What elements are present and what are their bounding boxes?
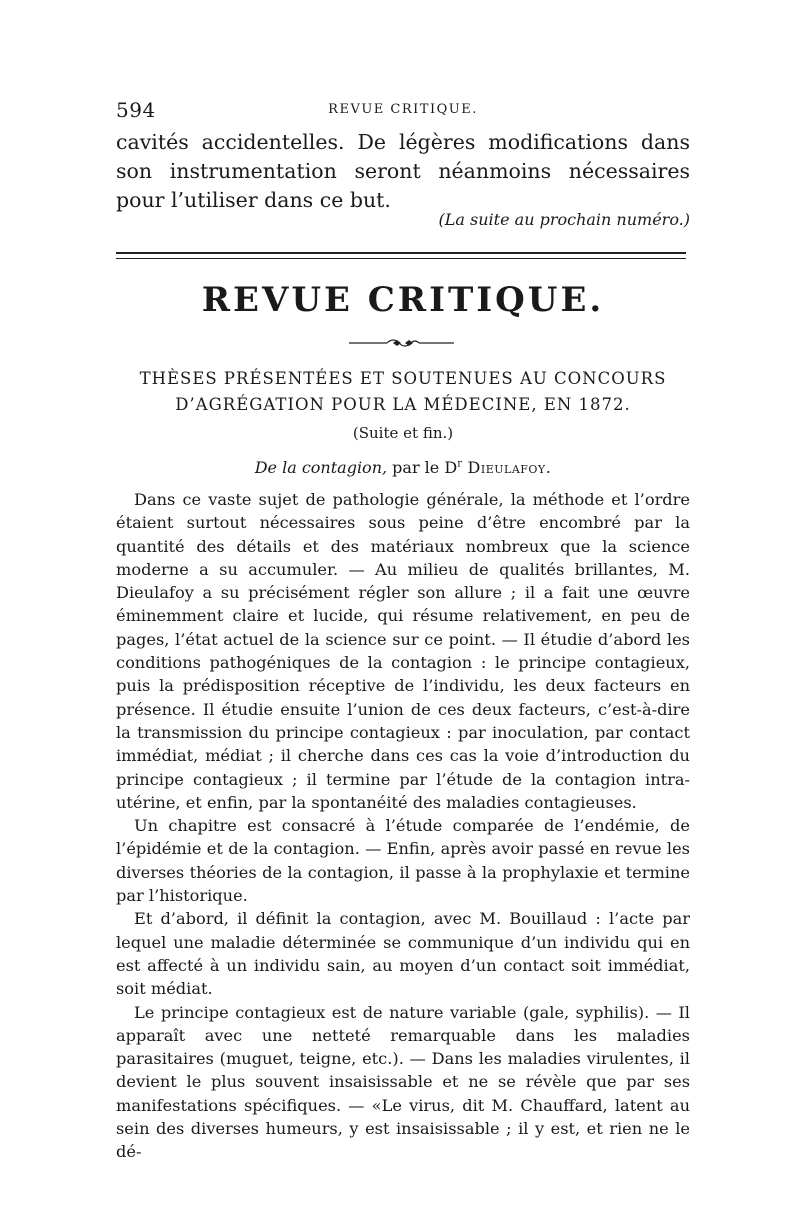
fleuron-ornament-icon: [349, 336, 454, 350]
continued-paragraph: cavités accidentelles. De légères modifications dans son instrumentation seront néanmoins nécessaires pour l’utiliser dans ce but.: [116, 130, 690, 212]
article-subheading: THÈSES PRÉSENTÉES ET SOUTENUES AU CONCOURS D’AGRÉGATION POUR LA MÉDECINE, EN 1872.: [139, 369, 667, 414]
paragraph: Dans ce vaste sujet de pathologie générale, la méthode et l’ordre étaient surtout nécessaires sous peine d’être encombré par la quantité des détails et des matériaux nombreux que la science moderne a su accumuler. — Au milieu de qualités brillantes, M. Dieulafoy a su précisément régler son allure ; il a fait une œuvre éminemment claire et lucide, qui résume relativement, en peu de pages, l’état actuel de la science sur ce point. — Il étudie d’abord les conditions pathogéniques de la contagion : le principe contagieux, puis la prédisposition réceptive de l’individu, les deux facteurs en présence. Il étudie ensuite l’union de ces deux facteurs, c’est-à-dire la transmission du principe contagieux : par inoculation, par contact immédiat, médiat ; il cherche dans ces cas la voie d’introduction du principe contagieux ; il termine par l’étude de la contagion intra-utérine, et enfin, par la spontanéité des maladies contagieuses.: [116, 490, 690, 812]
section-divider-thin: [116, 258, 686, 259]
author-name: Dieulafoy.: [461, 458, 552, 477]
running-head: [116, 98, 690, 122]
work-title: De la contagion,: [254, 458, 388, 477]
page-number: 594: [116, 98, 156, 122]
byline-superscript: r: [457, 458, 462, 470]
to-be-continued-note: (La suite au prochain numéro.): [438, 210, 690, 229]
paragraph: Le principe contagieux est de nature variable (gale, syphilis). — Il apparaît avec une netteté remarquable dans les maladies parasitaires (muguet, teigne, etc.). — Dans les maladies virulentes, il devient le plus souvent insaisissable et ne se révèle que par ses manifestations spécifiques. — «Le virus, dit M. Chauffard, latent au sein des diverses humeurs, y est insaisissable ; il y est, et rien ne le dé-: [116, 1002, 690, 1162]
running-title: REVUE CRITIQUE.: [328, 102, 478, 117]
continuation-label: (Suite et fin.): [352, 424, 454, 442]
paragraph: Un chapitre est consacré à l’étude comparée de l’endémie, de l’épidémie et de la contagion. — Enfin, après avoir passé en revue les diverses théories de la contagion, il passe à la prophylaxie et termine par l’historique.: [116, 816, 690, 906]
byline: [116, 458, 690, 477]
section-title: REVUE CRITIQUE.: [201, 280, 605, 320]
paragraph: Et d’abord, il définit la contagion, avec M. Bouillaud : l’acte par lequel une maladie déterminée se communique d’un individu qui en est affecté à un individu sain, au moyen d’un contact soit immédiat, soit médiat.: [116, 909, 690, 999]
byline-par: par le D: [387, 458, 458, 477]
article-body: [116, 488, 690, 1164]
section-divider-thick: [116, 252, 686, 254]
